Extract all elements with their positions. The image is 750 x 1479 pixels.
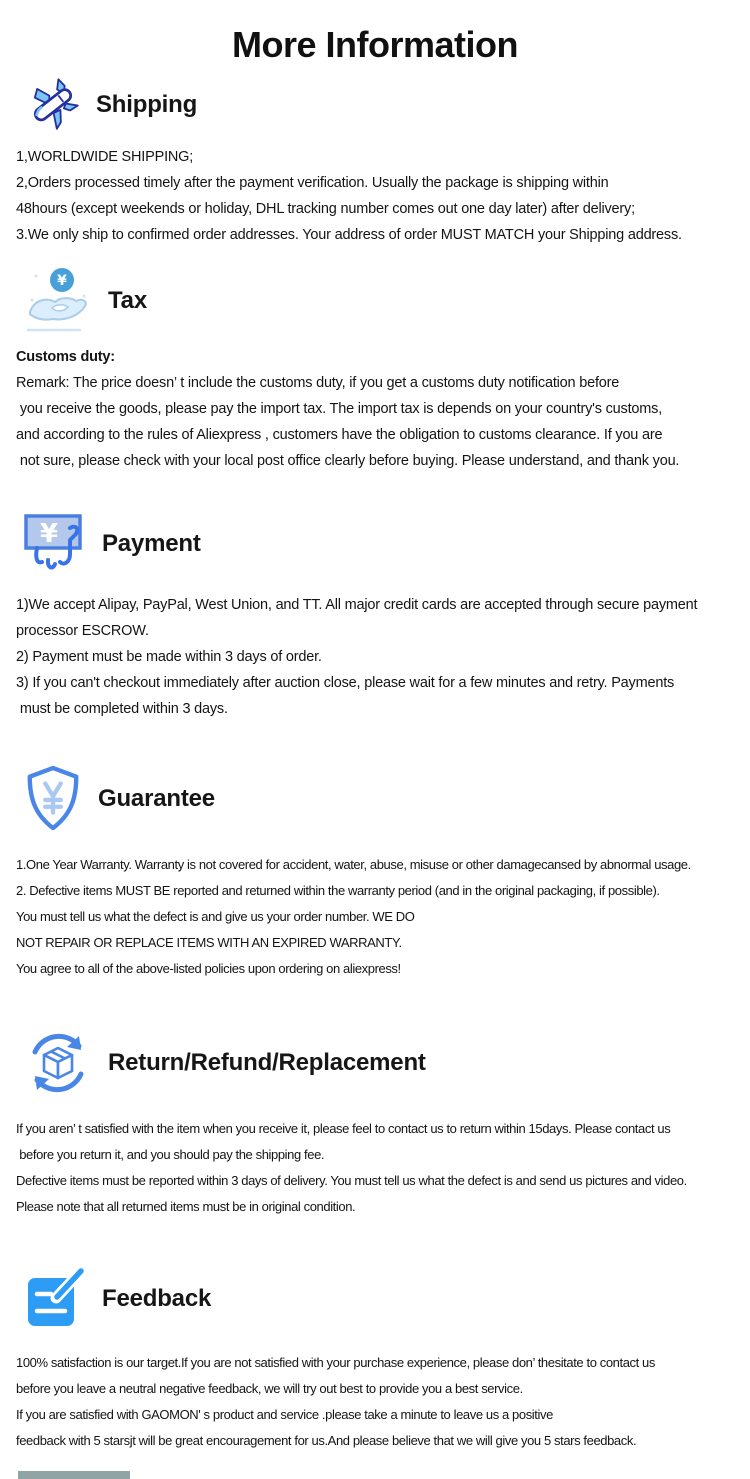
body-line: 3) If you can't checkout immediately after auction close, please wait for a few minutes and retry. Payments xyxy=(16,675,675,691)
body-line: 100% satisfaction is our target.If you are not satisfied with your purchase experience, please don’ thesitate to contact us xyxy=(16,1355,655,1370)
cropped-bottom-element xyxy=(18,1471,130,1479)
body-line: 3.We only ship to confirmed order addresses. Your address of order MUST MATCH your Shipping address. xyxy=(16,227,682,243)
section-shipping-header xyxy=(0,76,750,134)
section-return xyxy=(0,1026,750,1220)
body-line: Please note that all returned items must be in original condition. xyxy=(16,1199,356,1214)
body-line: 1,WORLDWIDE SHIPPING; xyxy=(16,149,194,165)
section-feedback-body xyxy=(0,1350,750,1454)
body-line: processor ESCROW. xyxy=(16,623,149,639)
body-line: before you leave a neutral negative feedback, we will try out best to provide you a best service. xyxy=(16,1381,523,1396)
card-hand-icon xyxy=(22,510,88,578)
body-line: you receive the goods, please pay the import tax. The import tax is depends on your country's customs, xyxy=(16,401,663,417)
section-feedback xyxy=(0,1266,750,1454)
section-return-header xyxy=(0,1026,750,1100)
body-line: 1)We accept Alipay, PayPal, West Union, and TT. All major credit cards are accepted through secure payment xyxy=(16,597,698,613)
note-pencil-icon xyxy=(22,1266,88,1332)
section-guarantee-header xyxy=(0,764,750,834)
hand-coin-icon xyxy=(22,266,94,336)
section-tax xyxy=(0,266,750,474)
section-return-body xyxy=(0,1116,750,1220)
body-line: 2) Payment must be made within 3 days of order. xyxy=(16,649,322,665)
body-line: 2. Defective items MUST BE reported and returned within the warranty period (and in the original packaging, if possible). xyxy=(16,883,660,898)
body-line: Defective items must be reported within 3 days of delivery. You must tell us what the defect is and send us pictures and video. xyxy=(16,1173,687,1188)
section-tax-title: Tax xyxy=(108,287,147,314)
page-title: More Information xyxy=(232,24,518,65)
section-return-title: Return/Refund/Replacement xyxy=(108,1049,426,1076)
body-line: 1.One Year Warranty. Warranty is not covered for accident, water, abuse, misuse or other damagecansed by abnormal usage. xyxy=(16,857,691,872)
svg-text:¥: ¥ xyxy=(57,273,67,289)
body-line: must be completed within 3 days. xyxy=(16,701,228,717)
body-line: and according to the rules of Aliexpress , customers have the obligation to customs clearance. If you are xyxy=(16,427,663,443)
section-feedback-header xyxy=(0,1266,750,1332)
body-line: 2,Orders processed timely after the payment verification. Usually the package is shipping within xyxy=(16,175,609,191)
body-line: Remark: The price doesn’ t include the customs duty, if you get a customs duty notification before xyxy=(16,375,620,391)
section-shipping-body xyxy=(0,144,750,248)
section-guarantee xyxy=(0,764,750,982)
body-line: If you are satisfied with GAOMON' s product and service .please take a minute to leave us a positive xyxy=(16,1407,553,1422)
airplane-icon xyxy=(22,76,82,134)
body-line: You must tell us what the defect is and give us your order number. WE DO xyxy=(16,909,415,924)
body-line: If you aren’ t satisfied with the item when you receive it, please feel to contact us to return within 15days. Please contact us xyxy=(16,1121,671,1136)
section-guarantee-title: Guarantee xyxy=(98,785,215,812)
body-line: before you return it, and you should pay the shipping fee. xyxy=(16,1147,325,1162)
section-payment-title: Payment xyxy=(102,530,201,557)
body-line: not sure, please check with your local post office clearly before buying. Please understand, and thank you. xyxy=(16,453,680,469)
section-payment-header xyxy=(0,510,750,578)
svg-text:¥: ¥ xyxy=(39,519,59,549)
section-payment xyxy=(0,510,750,722)
body-line: NOT REPAIR OR REPLACE ITEMS WITH AN EXPIRED WARRANTY. xyxy=(16,935,402,950)
body-line: You agree to all of the above-listed policies upon ordering on aliexpress! xyxy=(16,961,401,976)
section-guarantee-body xyxy=(0,852,750,982)
return-box-icon xyxy=(22,1026,94,1100)
section-tax-body xyxy=(0,344,750,474)
more-information-page xyxy=(0,24,750,1479)
tax-subheading: Customs duty: xyxy=(16,349,115,365)
shield-icon xyxy=(22,764,84,834)
section-feedback-title: Feedback xyxy=(102,1285,212,1312)
section-shipping xyxy=(0,76,750,248)
section-shipping-title: Shipping xyxy=(96,91,198,118)
body-line: 48hours (except weekends or holiday, DHL tracking number comes out one day later) after delivery; xyxy=(16,201,635,217)
body-line: feedback with 5 starsjt will be great encouragement for us.And please believe that we will give you 5 stars feedback. xyxy=(16,1433,637,1448)
section-tax-header xyxy=(0,266,750,336)
section-payment-body xyxy=(0,592,750,722)
